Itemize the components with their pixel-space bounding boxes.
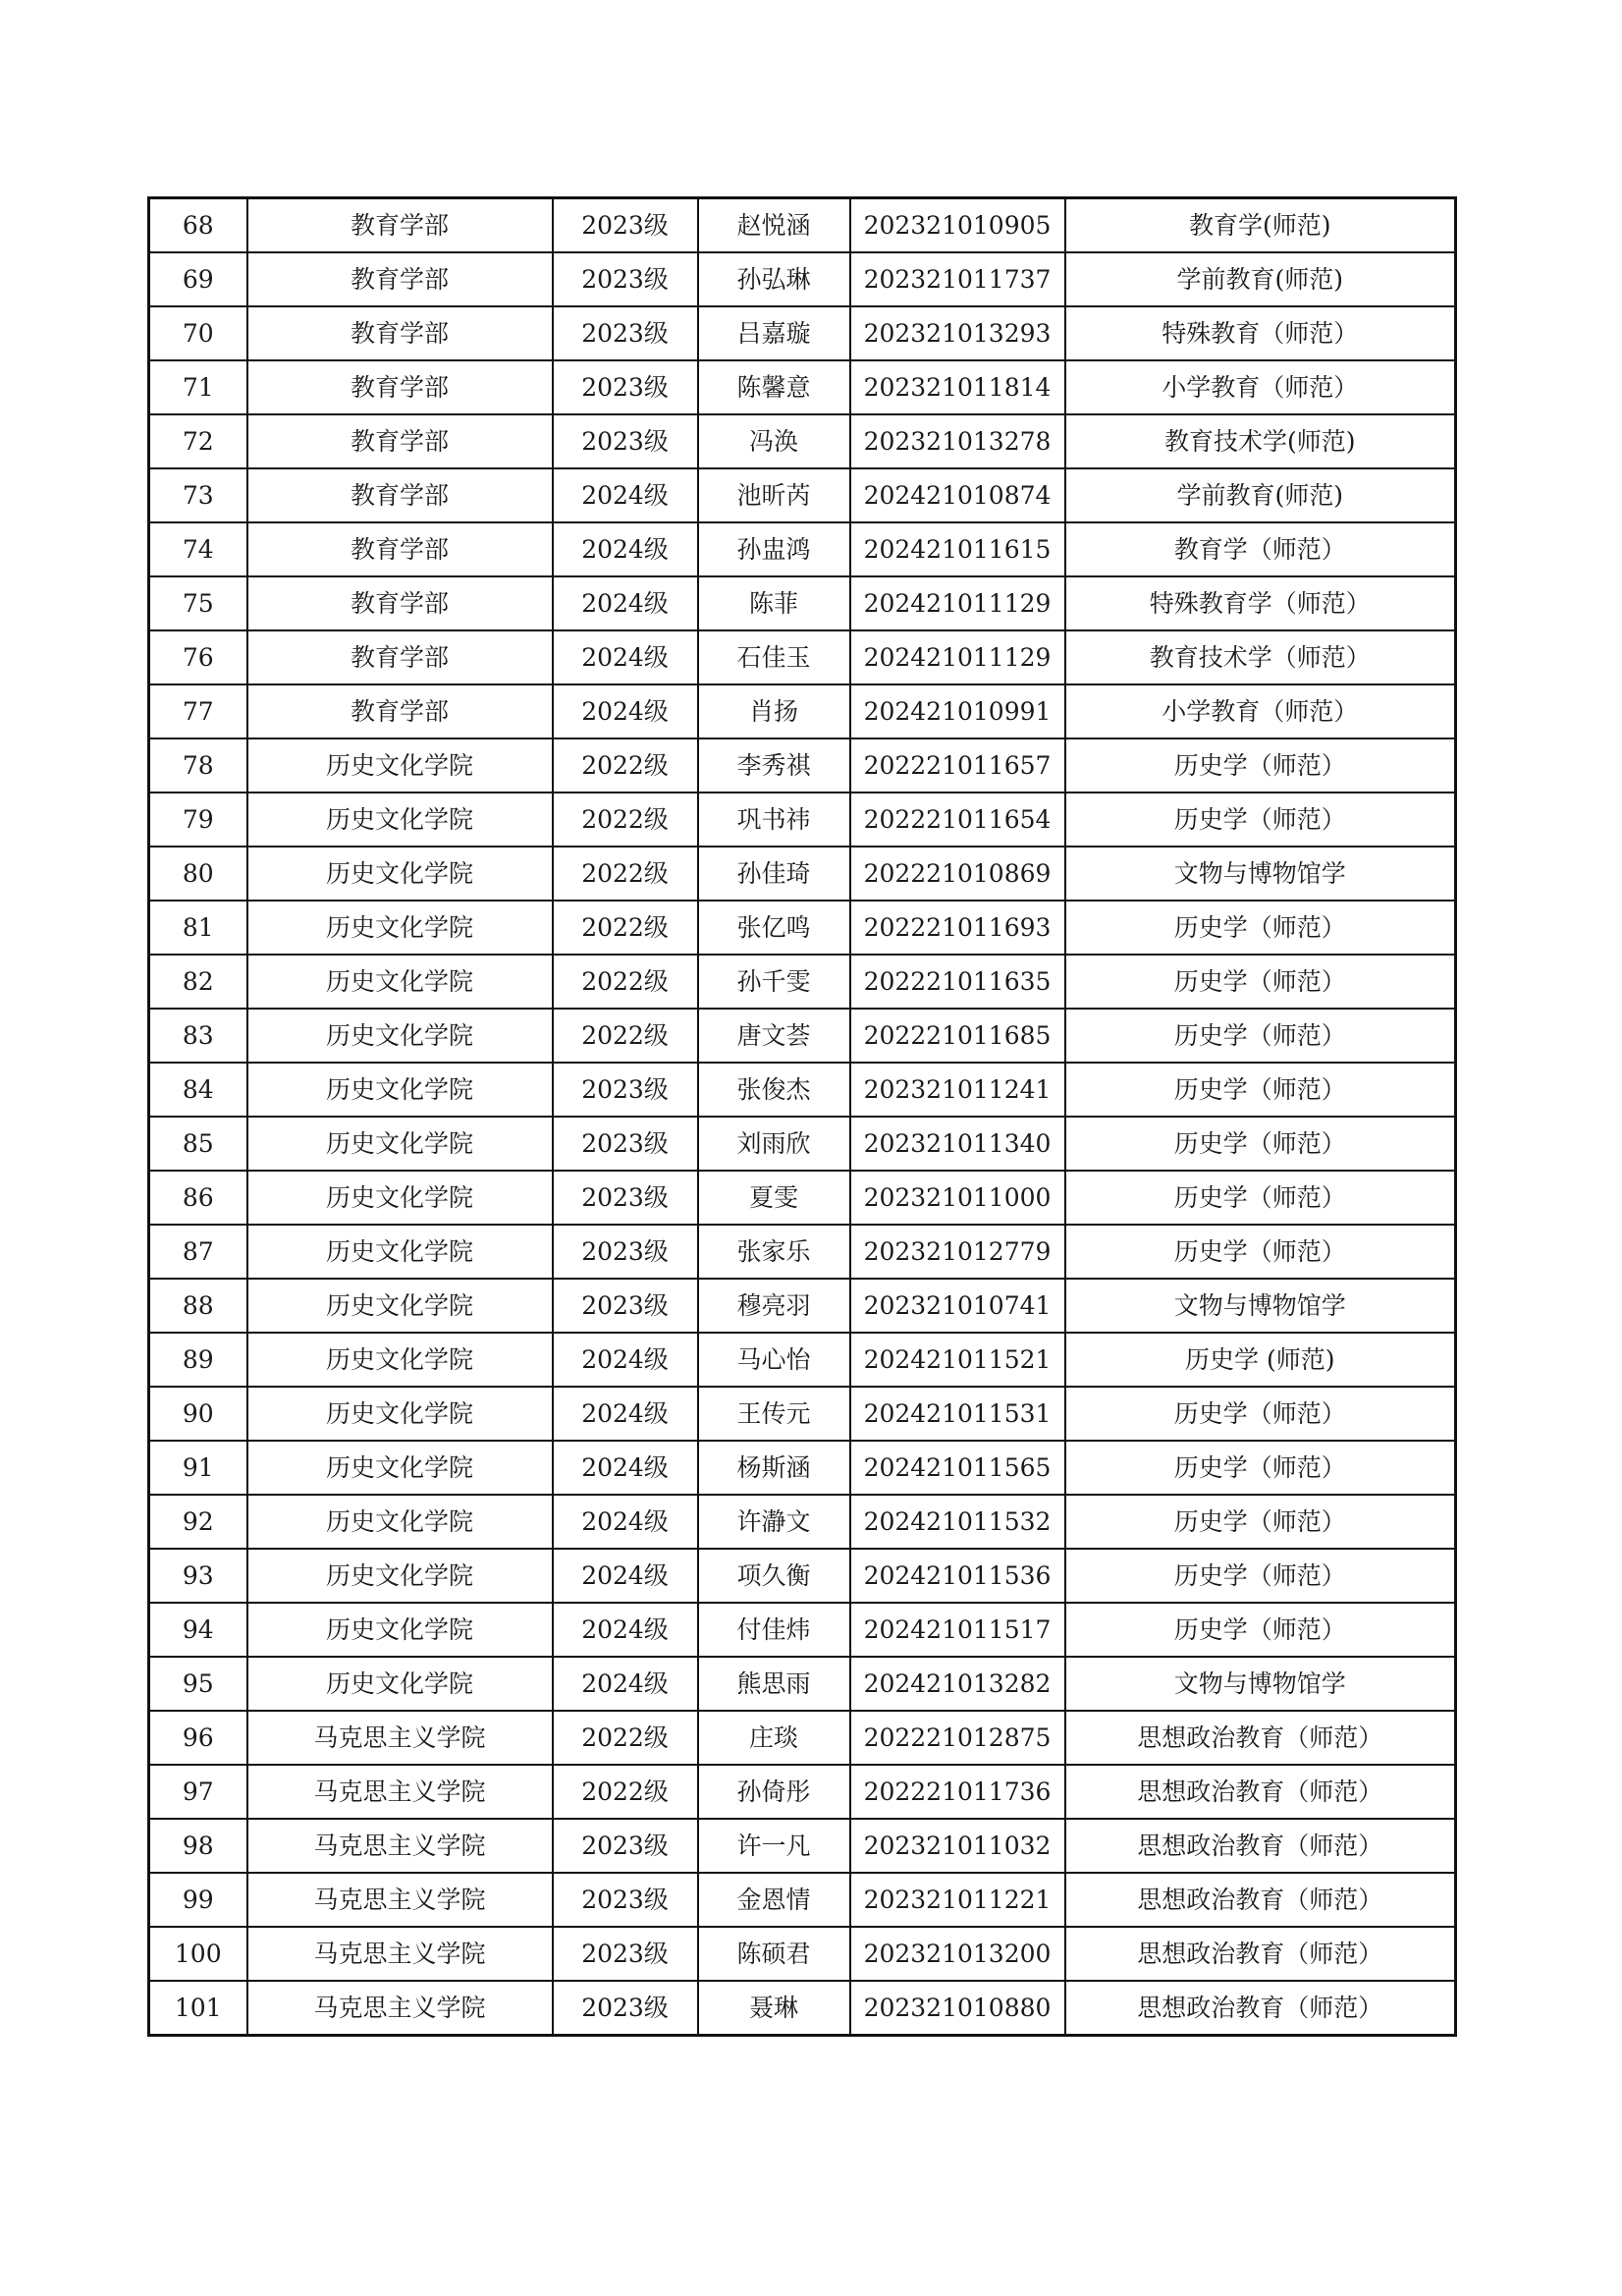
table-row — [149, 955, 1456, 1009]
cell-row-number: 74 — [149, 522, 247, 576]
cell-college: 马克思主义学院 — [247, 1873, 553, 1927]
cell-row-number: 99 — [149, 1873, 247, 1927]
cell-student-name: 刘雨欣 — [698, 1117, 850, 1171]
cell-student-id: 202321013278 — [850, 414, 1065, 468]
cell-student-name: 马心怡 — [698, 1333, 850, 1387]
cell-student-name: 陈菲 — [698, 576, 850, 630]
cell-major: 文物与博物馆学 — [1065, 847, 1456, 901]
cell-college: 马克思主义学院 — [247, 1927, 553, 1981]
cell-student-name: 陈馨意 — [698, 360, 850, 414]
cell-major: 历史学（师范） — [1065, 1225, 1456, 1279]
cell-grade: 2024级 — [553, 1603, 698, 1657]
cell-student-id: 202221011736 — [850, 1765, 1065, 1819]
cell-student-name: 孙倚彤 — [698, 1765, 850, 1819]
cell-major: 历史学（师范） — [1065, 1441, 1456, 1495]
cell-college: 教育学部 — [247, 414, 553, 468]
cell-row-number: 79 — [149, 793, 247, 847]
cell-major: 历史学（师范） — [1065, 1549, 1456, 1603]
table-row — [149, 1873, 1456, 1927]
cell-college: 历史文化学院 — [247, 1549, 553, 1603]
cell-grade: 2023级 — [553, 1981, 698, 2036]
cell-grade: 2024级 — [553, 630, 698, 684]
cell-college: 教育学部 — [247, 630, 553, 684]
cell-college: 历史文化学院 — [247, 1117, 553, 1171]
cell-major: 文物与博物馆学 — [1065, 1279, 1456, 1333]
cell-college: 历史文化学院 — [247, 1279, 553, 1333]
cell-college: 马克思主义学院 — [247, 1981, 553, 2036]
table-row — [149, 1171, 1456, 1225]
cell-college: 历史文化学院 — [247, 955, 553, 1009]
cell-major: 教育学(师范) — [1065, 198, 1456, 253]
cell-student-id: 202221011654 — [850, 793, 1065, 847]
cell-row-number: 82 — [149, 955, 247, 1009]
cell-college: 历史文化学院 — [247, 1225, 553, 1279]
cell-row-number: 68 — [149, 198, 247, 253]
table-row — [149, 576, 1456, 630]
cell-student-name: 项久衡 — [698, 1549, 850, 1603]
cell-student-name: 张俊杰 — [698, 1063, 850, 1117]
cell-college: 历史文化学院 — [247, 793, 553, 847]
cell-student-id: 202421010874 — [850, 468, 1065, 522]
cell-major: 学前教育(师范) — [1065, 252, 1456, 306]
table-row — [149, 1279, 1456, 1333]
cell-student-id: 202421011129 — [850, 576, 1065, 630]
cell-row-number: 78 — [149, 738, 247, 793]
cell-college: 教育学部 — [247, 306, 553, 360]
cell-row-number: 87 — [149, 1225, 247, 1279]
cell-college: 历史文化学院 — [247, 1387, 553, 1441]
cell-row-number: 88 — [149, 1279, 247, 1333]
cell-row-number: 75 — [149, 576, 247, 630]
cell-major: 历史学（师范） — [1065, 1117, 1456, 1171]
cell-student-id: 202321011032 — [850, 1819, 1065, 1873]
cell-student-id: 202221011693 — [850, 901, 1065, 955]
cell-student-name: 金恩情 — [698, 1873, 850, 1927]
cell-student-name: 付佳炜 — [698, 1603, 850, 1657]
cell-grade: 2024级 — [553, 1495, 698, 1549]
table-row — [149, 738, 1456, 793]
cell-student-name: 孙千雯 — [698, 955, 850, 1009]
table-row — [149, 1927, 1456, 1981]
cell-row-number: 85 — [149, 1117, 247, 1171]
cell-student-id: 202421011521 — [850, 1333, 1065, 1387]
cell-grade: 2024级 — [553, 1387, 698, 1441]
table-row — [149, 1603, 1456, 1657]
cell-grade: 2022级 — [553, 793, 698, 847]
cell-student-name: 杨斯涵 — [698, 1441, 850, 1495]
cell-student-id: 202221011685 — [850, 1009, 1065, 1063]
cell-college: 历史文化学院 — [247, 1333, 553, 1387]
cell-student-name: 许瀞文 — [698, 1495, 850, 1549]
cell-college: 教育学部 — [247, 522, 553, 576]
table-row — [149, 522, 1456, 576]
cell-college: 马克思主义学院 — [247, 1819, 553, 1873]
cell-grade: 2023级 — [553, 414, 698, 468]
cell-grade: 2024级 — [553, 1657, 698, 1711]
cell-student-id: 202321013293 — [850, 306, 1065, 360]
cell-row-number: 72 — [149, 414, 247, 468]
table-row — [149, 1063, 1456, 1117]
cell-major: 思想政治教育（师范） — [1065, 1981, 1456, 2036]
cell-row-number: 93 — [149, 1549, 247, 1603]
cell-student-id: 202421011532 — [850, 1495, 1065, 1549]
cell-grade: 2023级 — [553, 1873, 698, 1927]
cell-grade: 2022级 — [553, 901, 698, 955]
cell-student-id: 202321011814 — [850, 360, 1065, 414]
cell-college: 教育学部 — [247, 360, 553, 414]
cell-grade: 2024级 — [553, 684, 698, 738]
cell-row-number: 94 — [149, 1603, 247, 1657]
cell-student-name: 石佳玉 — [698, 630, 850, 684]
cell-student-name: 陈硕君 — [698, 1927, 850, 1981]
cell-major: 思想政治教育（师范） — [1065, 1873, 1456, 1927]
cell-student-id: 202221011657 — [850, 738, 1065, 793]
cell-college: 历史文化学院 — [247, 1495, 553, 1549]
cell-grade: 2024级 — [553, 468, 698, 522]
cell-student-id: 202421011536 — [850, 1549, 1065, 1603]
cell-college: 历史文化学院 — [247, 901, 553, 955]
cell-row-number: 92 — [149, 1495, 247, 1549]
cell-major: 教育学（师范） — [1065, 522, 1456, 576]
cell-major: 历史学（师范） — [1065, 1063, 1456, 1117]
table-row — [149, 1333, 1456, 1387]
cell-student-id: 202321011000 — [850, 1171, 1065, 1225]
cell-major: 小学教育（师范） — [1065, 684, 1456, 738]
cell-major: 历史学（师范） — [1065, 901, 1456, 955]
cell-row-number: 73 — [149, 468, 247, 522]
cell-major: 历史学（师范） — [1065, 793, 1456, 847]
cell-grade: 2023级 — [553, 306, 698, 360]
cell-row-number: 81 — [149, 901, 247, 955]
cell-student-name: 夏雯 — [698, 1171, 850, 1225]
cell-college: 教育学部 — [247, 576, 553, 630]
cell-grade: 2022级 — [553, 1765, 698, 1819]
cell-student-id: 202321011221 — [850, 1873, 1065, 1927]
cell-row-number: 84 — [149, 1063, 247, 1117]
cell-major: 历史学（师范） — [1065, 1171, 1456, 1225]
cell-row-number: 97 — [149, 1765, 247, 1819]
cell-student-id: 202421010991 — [850, 684, 1065, 738]
cell-major: 历史学（师范） — [1065, 1495, 1456, 1549]
cell-grade: 2023级 — [553, 1117, 698, 1171]
cell-student-id: 202321011241 — [850, 1063, 1065, 1117]
cell-row-number: 70 — [149, 306, 247, 360]
cell-grade: 2023级 — [553, 1063, 698, 1117]
cell-grade: 2023级 — [553, 1225, 698, 1279]
cell-row-number: 90 — [149, 1387, 247, 1441]
table-row — [149, 1387, 1456, 1441]
cell-grade: 2024级 — [553, 1441, 698, 1495]
table-row — [149, 1711, 1456, 1765]
table-row — [149, 198, 1456, 253]
cell-student-id: 202321012779 — [850, 1225, 1065, 1279]
cell-grade: 2023级 — [553, 198, 698, 253]
cell-student-name: 李秀祺 — [698, 738, 850, 793]
cell-major: 学前教育(师范) — [1065, 468, 1456, 522]
table-row — [149, 414, 1456, 468]
cell-student-name: 许一凡 — [698, 1819, 850, 1873]
table-row — [149, 793, 1456, 847]
cell-student-name: 冯涣 — [698, 414, 850, 468]
cell-major: 特殊教育（师范） — [1065, 306, 1456, 360]
table-row — [149, 847, 1456, 901]
cell-grade: 2024级 — [553, 1333, 698, 1387]
cell-row-number: 98 — [149, 1819, 247, 1873]
cell-college: 历史文化学院 — [247, 1171, 553, 1225]
cell-college: 历史文化学院 — [247, 1441, 553, 1495]
table-row — [149, 684, 1456, 738]
cell-college: 马克思主义学院 — [247, 1765, 553, 1819]
cell-student-id: 202421011615 — [850, 522, 1065, 576]
cell-student-id: 202421013282 — [850, 1657, 1065, 1711]
cell-grade: 2023级 — [553, 1927, 698, 1981]
cell-student-id: 202321010905 — [850, 198, 1065, 253]
cell-student-name: 赵悦涵 — [698, 198, 850, 253]
cell-college: 历史文化学院 — [247, 1603, 553, 1657]
cell-row-number: 80 — [149, 847, 247, 901]
cell-student-name: 张亿鸣 — [698, 901, 850, 955]
cell-student-name: 孙佳琦 — [698, 847, 850, 901]
cell-row-number: 69 — [149, 252, 247, 306]
table-row — [149, 901, 1456, 955]
cell-student-name: 穆亮羽 — [698, 1279, 850, 1333]
cell-row-number: 91 — [149, 1441, 247, 1495]
cell-student-name: 孙盅鸿 — [698, 522, 850, 576]
cell-student-id: 202421011531 — [850, 1387, 1065, 1441]
cell-major: 历史学 (师范) — [1065, 1333, 1456, 1387]
cell-major: 教育技术学（师范） — [1065, 630, 1456, 684]
table-row — [149, 1009, 1456, 1063]
cell-student-id: 202221010869 — [850, 847, 1065, 901]
cell-student-name: 庄琰 — [698, 1711, 850, 1765]
cell-grade: 2024级 — [553, 576, 698, 630]
cell-row-number: 86 — [149, 1171, 247, 1225]
cell-major: 历史学（师范） — [1065, 738, 1456, 793]
cell-major: 文物与博物馆学 — [1065, 1657, 1456, 1711]
cell-major: 历史学（师范） — [1065, 1387, 1456, 1441]
cell-row-number: 100 — [149, 1927, 247, 1981]
cell-college: 教育学部 — [247, 198, 553, 253]
table-row — [149, 1441, 1456, 1495]
cell-college: 历史文化学院 — [247, 847, 553, 901]
cell-student-id: 202421011565 — [850, 1441, 1065, 1495]
cell-student-name: 王传元 — [698, 1387, 850, 1441]
cell-major: 历史学（师范） — [1065, 1009, 1456, 1063]
cell-row-number: 77 — [149, 684, 247, 738]
table-row — [149, 1657, 1456, 1711]
cell-student-id: 202221011635 — [850, 955, 1065, 1009]
cell-major: 思想政治教育（师范） — [1065, 1765, 1456, 1819]
cell-grade: 2023级 — [553, 360, 698, 414]
cell-grade: 2024级 — [553, 1549, 698, 1603]
table-row — [149, 1117, 1456, 1171]
cell-row-number: 89 — [149, 1333, 247, 1387]
cell-major: 小学教育（师范） — [1065, 360, 1456, 414]
cell-grade: 2022级 — [553, 1711, 698, 1765]
cell-major: 思想政治教育（师范） — [1065, 1711, 1456, 1765]
table-row — [149, 360, 1456, 414]
cell-grade: 2024级 — [553, 522, 698, 576]
cell-major: 特殊教育学（师范） — [1065, 576, 1456, 630]
cell-student-id: 202321011340 — [850, 1117, 1065, 1171]
cell-college: 历史文化学院 — [247, 738, 553, 793]
cell-row-number: 83 — [149, 1009, 247, 1063]
cell-student-name: 孙弘琳 — [698, 252, 850, 306]
table-row — [149, 1981, 1456, 2036]
cell-student-name: 张家乐 — [698, 1225, 850, 1279]
table-row — [149, 1765, 1456, 1819]
cell-grade: 2023级 — [553, 1819, 698, 1873]
cell-row-number: 96 — [149, 1711, 247, 1765]
cell-student-name: 吕嘉璇 — [698, 306, 850, 360]
cell-grade: 2023级 — [553, 1171, 698, 1225]
cell-student-id: 202321011737 — [850, 252, 1065, 306]
cell-college: 马克思主义学院 — [247, 1711, 553, 1765]
cell-college: 教育学部 — [247, 684, 553, 738]
table-row — [149, 306, 1456, 360]
cell-grade: 2023级 — [553, 1279, 698, 1333]
cell-major: 教育技术学(师范) — [1065, 414, 1456, 468]
cell-student-id: 202421011517 — [850, 1603, 1065, 1657]
student-roster-table — [147, 196, 1457, 2037]
cell-college: 教育学部 — [247, 252, 553, 306]
table-row — [149, 252, 1456, 306]
cell-student-name: 唐文荟 — [698, 1009, 850, 1063]
cell-grade: 2022级 — [553, 847, 698, 901]
cell-college: 历史文化学院 — [247, 1009, 553, 1063]
table-row — [149, 1495, 1456, 1549]
cell-college: 教育学部 — [247, 468, 553, 522]
cell-student-name: 巩书祎 — [698, 793, 850, 847]
cell-student-id: 202221012875 — [850, 1711, 1065, 1765]
table-row — [149, 468, 1456, 522]
cell-student-id: 202321010880 — [850, 1981, 1065, 2036]
cell-student-id: 202321013200 — [850, 1927, 1065, 1981]
cell-row-number: 71 — [149, 360, 247, 414]
cell-grade: 2022级 — [553, 955, 698, 1009]
cell-student-name: 熊思雨 — [698, 1657, 850, 1711]
cell-student-name: 聂琳 — [698, 1981, 850, 2036]
cell-student-name: 肖扬 — [698, 684, 850, 738]
cell-major: 思想政治教育（师范） — [1065, 1927, 1456, 1981]
cell-major: 历史学（师范） — [1065, 955, 1456, 1009]
cell-student-name: 池昕芮 — [698, 468, 850, 522]
cell-student-id: 202321010741 — [850, 1279, 1065, 1333]
cell-major: 历史学（师范） — [1065, 1603, 1456, 1657]
cell-grade: 2022级 — [553, 738, 698, 793]
cell-college: 历史文化学院 — [247, 1657, 553, 1711]
cell-grade: 2022级 — [553, 1009, 698, 1063]
cell-row-number: 76 — [149, 630, 247, 684]
cell-major: 思想政治教育（师范） — [1065, 1819, 1456, 1873]
table-row — [149, 1819, 1456, 1873]
cell-college: 历史文化学院 — [247, 1063, 553, 1117]
table-row — [149, 1225, 1456, 1279]
cell-row-number: 95 — [149, 1657, 247, 1711]
cell-grade: 2023级 — [553, 252, 698, 306]
document-page — [147, 196, 1454, 2037]
table-row — [149, 1549, 1456, 1603]
table-row — [149, 630, 1456, 684]
roster-body — [149, 198, 1456, 2036]
cell-row-number: 101 — [149, 1981, 247, 2036]
cell-student-id: 202421011129 — [850, 630, 1065, 684]
